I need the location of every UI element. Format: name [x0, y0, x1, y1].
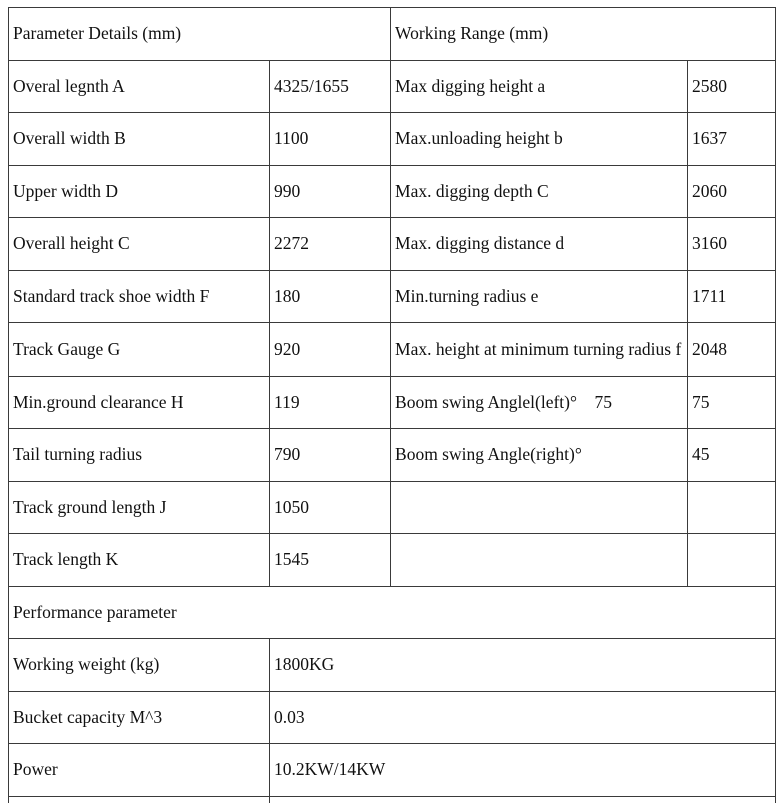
performance-value: 10.2KW/14KW — [270, 744, 776, 797]
table-row-cut-off — [9, 796, 776, 803]
param-label: Track ground length J — [9, 481, 270, 534]
table-row — [9, 270, 776, 323]
param-value: 2272 — [270, 218, 391, 271]
param-label: Track length K — [9, 534, 270, 587]
range-label: Max. digging distance d — [391, 218, 688, 271]
header-parameter-details: Parameter Details (mm) — [9, 8, 391, 61]
range-value: 2580 — [688, 60, 776, 113]
range-value: 75 — [688, 376, 776, 429]
range-label — [391, 534, 688, 587]
range-value: 2048 — [688, 323, 776, 377]
table-row — [9, 481, 776, 534]
table-row — [9, 534, 776, 587]
table-row — [9, 376, 776, 429]
range-value: 2060 — [688, 165, 776, 218]
range-value — [688, 481, 776, 534]
range-value: 3160 — [688, 218, 776, 271]
range-label: Max.unloading height b — [391, 113, 688, 166]
param-value: 790 — [270, 429, 391, 482]
table-row — [9, 218, 776, 271]
performance-label: Power — [9, 744, 270, 797]
cut-cell — [9, 796, 270, 803]
cut-cell — [270, 796, 776, 803]
performance-value: 1800KG — [270, 639, 776, 692]
performance-label: Bucket capacity M^3 — [9, 691, 270, 744]
performance-value: 0.03 — [270, 691, 776, 744]
param-label: Track Gauge G — [9, 323, 270, 377]
table-row — [9, 165, 776, 218]
param-label: Overall width B — [9, 113, 270, 166]
param-label: Overal legnth A — [9, 60, 270, 113]
table-row — [9, 691, 776, 744]
range-label: Min.turning radius e — [391, 270, 688, 323]
param-label: Min.ground clearance H — [9, 376, 270, 429]
table-row — [9, 60, 776, 113]
param-label: Tail turning radius — [9, 429, 270, 482]
param-value: 990 — [270, 165, 391, 218]
range-label: Max. digging depth C — [391, 165, 688, 218]
range-value: 45 — [688, 429, 776, 482]
range-label: Boom swing Anglel(left)° 75 — [391, 376, 688, 429]
table-header-row — [9, 8, 776, 61]
table-row — [9, 429, 776, 482]
table-row — [9, 744, 776, 797]
param-value: 920 — [270, 323, 391, 377]
param-label: Overall height C — [9, 218, 270, 271]
header-working-range: Working Range (mm) — [391, 8, 776, 61]
performance-title: Performance parameter — [9, 586, 776, 639]
param-label: Upper width D — [9, 165, 270, 218]
range-label: Max. height at minimum turning radius f — [391, 323, 688, 377]
range-label: Max digging height a — [391, 60, 688, 113]
param-value: 4325/1655 — [270, 60, 391, 113]
param-value: 1545 — [270, 534, 391, 587]
performance-label: Working weight (kg) — [9, 639, 270, 692]
table-row — [9, 113, 776, 166]
range-value: 1637 — [688, 113, 776, 166]
range-value — [688, 534, 776, 587]
range-value: 1711 — [688, 270, 776, 323]
table-row — [9, 639, 776, 692]
performance-section-row — [9, 586, 776, 639]
param-value: 119 — [270, 376, 391, 429]
param-value: 180 — [270, 270, 391, 323]
param-value: 1050 — [270, 481, 391, 534]
param-label: Standard track shoe width F — [9, 270, 270, 323]
range-label — [391, 481, 688, 534]
spec-table — [8, 7, 776, 803]
range-label: Boom swing Angle(right)° — [391, 429, 688, 482]
table-row — [9, 323, 776, 377]
param-value: 1100 — [270, 113, 391, 166]
